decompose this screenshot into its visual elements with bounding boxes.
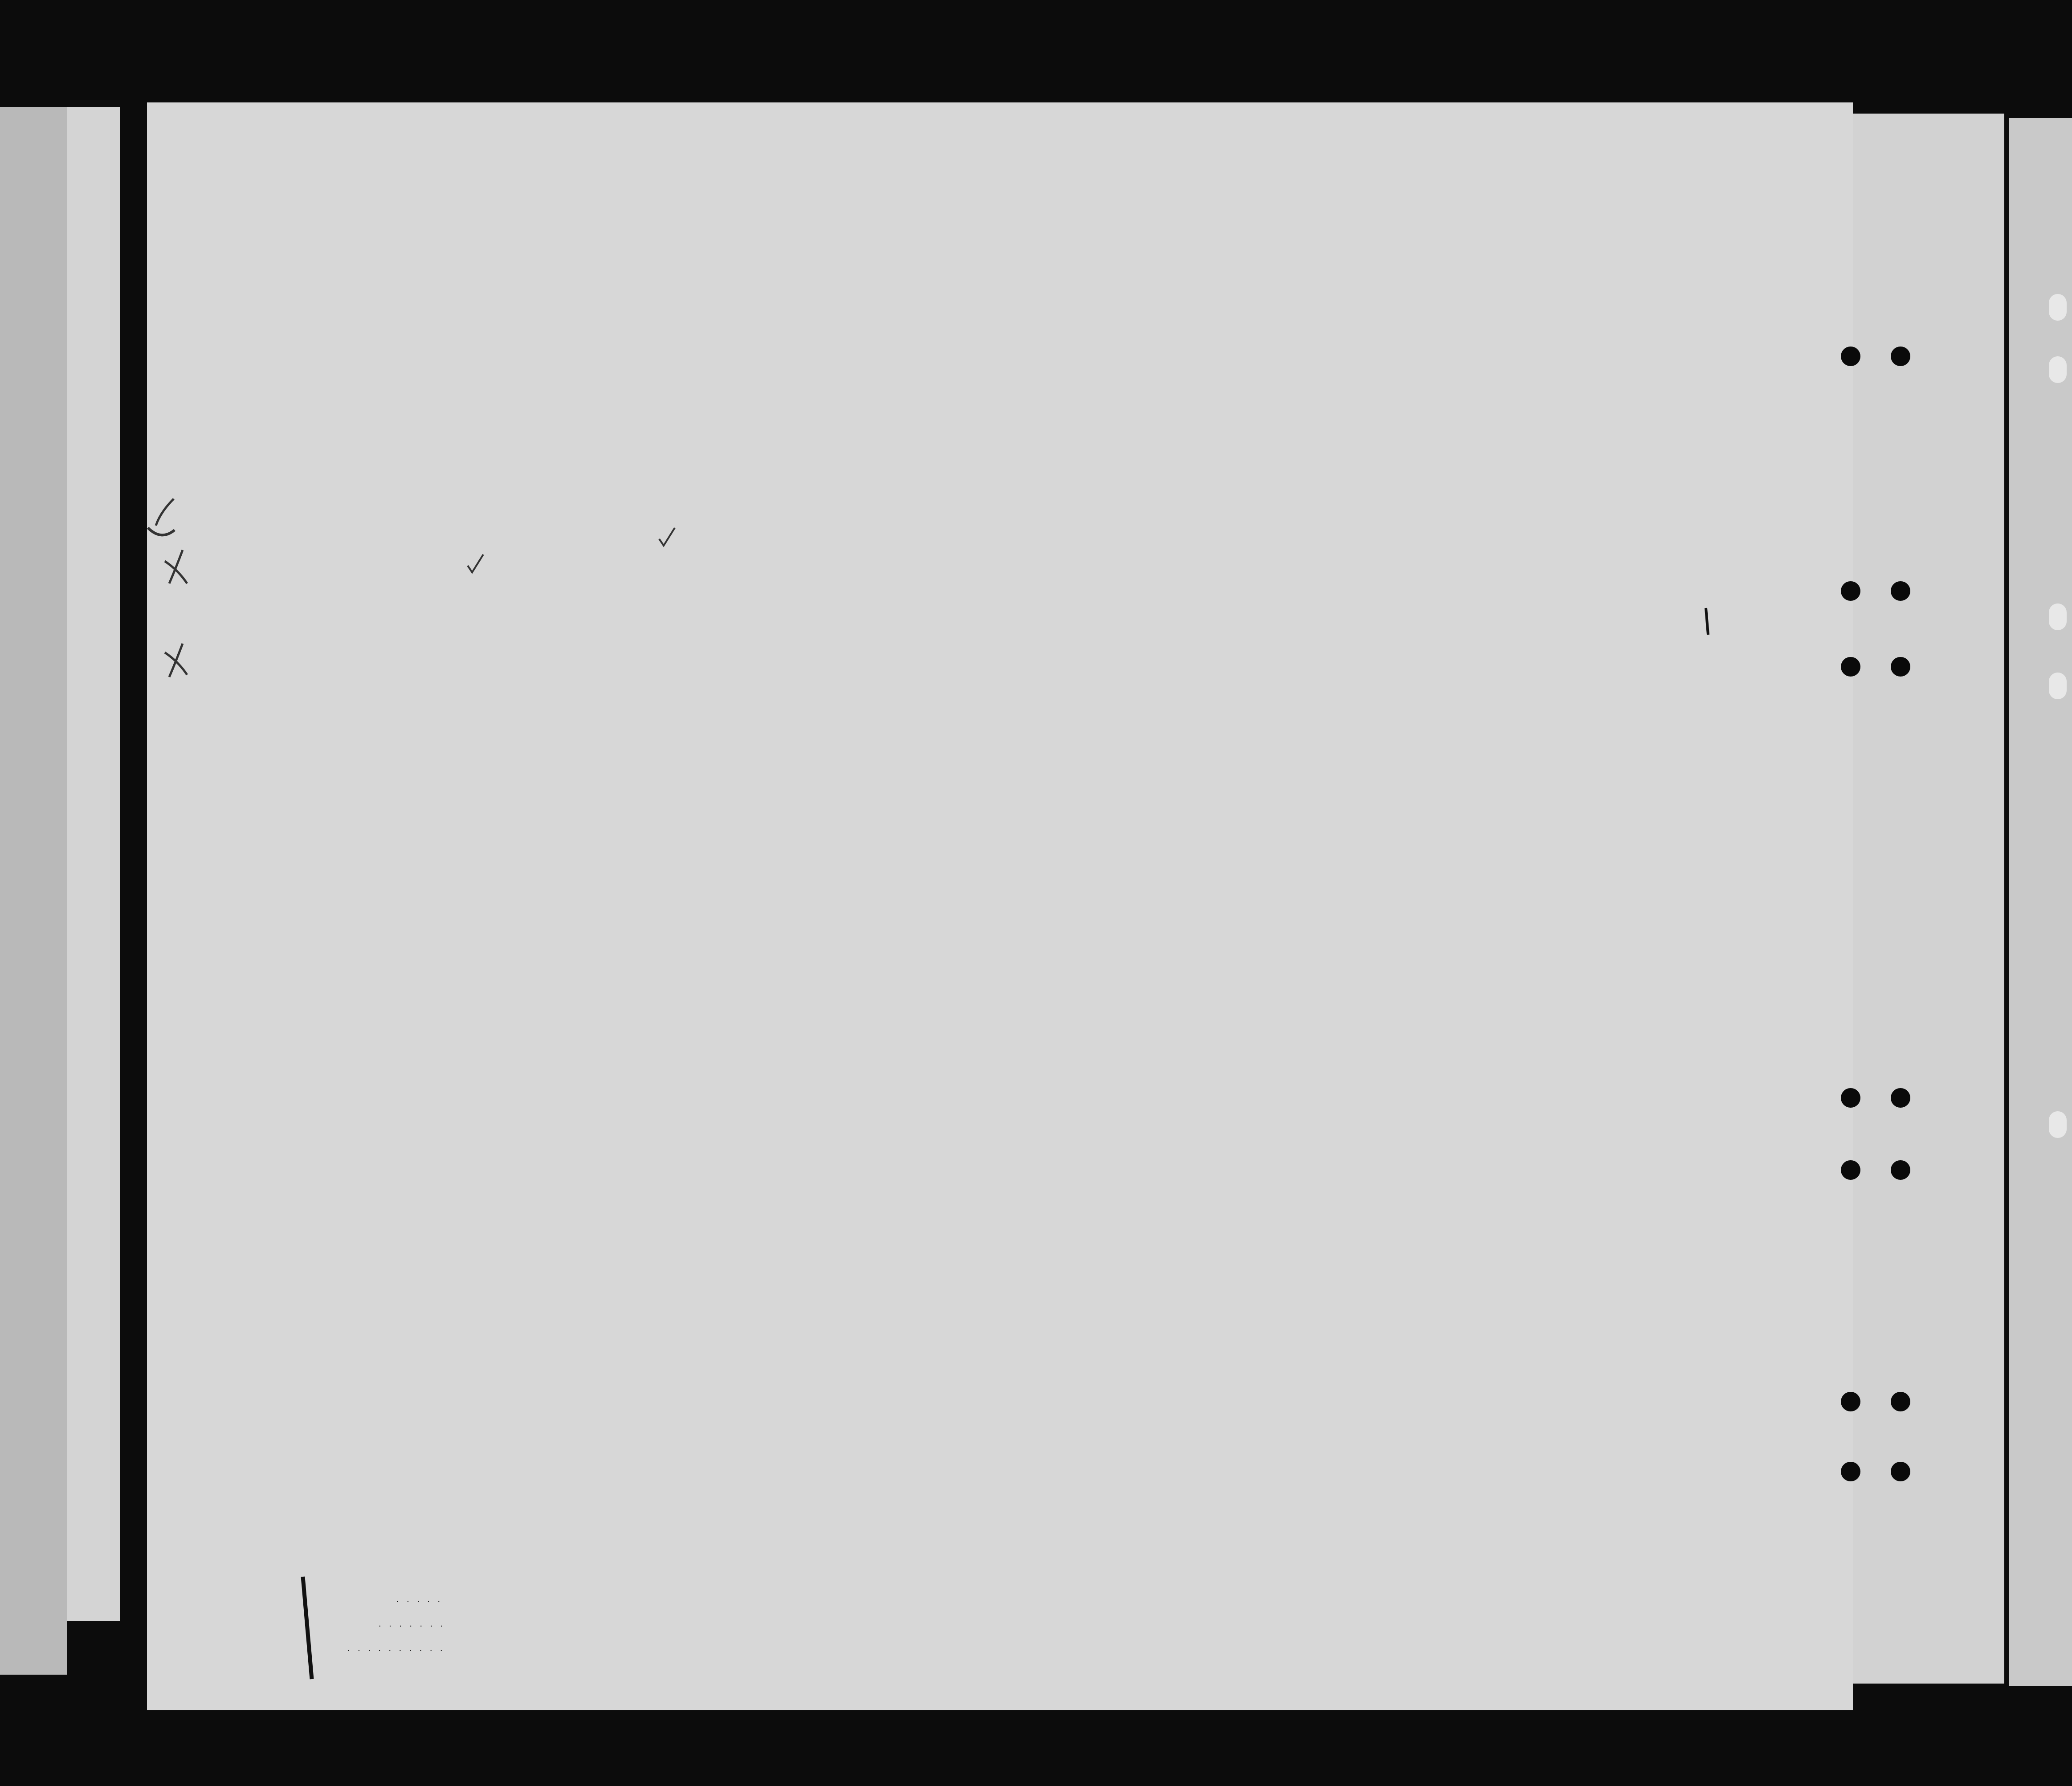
adjacent-page-left-inner xyxy=(67,107,120,1621)
punch-hole xyxy=(1841,1462,1860,1481)
binding-hole xyxy=(2049,603,2067,630)
cross-mark xyxy=(148,528,175,535)
adjacent-page-left xyxy=(0,107,67,1675)
punch-hole xyxy=(1891,1462,1910,1481)
pen-stroke xyxy=(1706,608,1708,635)
binding-hole xyxy=(2049,356,2067,383)
punch-hole xyxy=(1891,1392,1910,1411)
binding-hole xyxy=(2049,294,2067,321)
adjacent-page-right xyxy=(2009,118,2072,1686)
punch-hole xyxy=(1841,1160,1860,1180)
punch-hole xyxy=(1891,581,1910,601)
punch-hole xyxy=(1891,1160,1910,1180)
handwritten-marks xyxy=(147,102,1853,1710)
cross-mark xyxy=(165,644,187,677)
punch-hole xyxy=(1841,1088,1860,1108)
punch-hole xyxy=(1841,347,1860,366)
binding-hole xyxy=(2049,1111,2067,1138)
check-mark xyxy=(659,528,675,546)
punch-hole xyxy=(1891,1088,1910,1108)
punch-hole xyxy=(1891,657,1910,677)
punch-hole xyxy=(1841,657,1860,677)
tick-mark xyxy=(156,499,174,526)
manifest-sheet: . . . . . . . . . . . . . . . . . . . . . . xyxy=(147,102,1853,1710)
cross-mark xyxy=(165,550,187,583)
punch-hole xyxy=(1891,347,1910,366)
continuation-grid xyxy=(1853,114,2004,1684)
punch-hole xyxy=(1841,1392,1860,1411)
check-mark xyxy=(468,555,483,572)
pen-stroke xyxy=(303,1577,312,1679)
manifest-continuation-sheet xyxy=(1853,114,2004,1684)
binding-hole xyxy=(2049,673,2067,699)
punch-hole xyxy=(1841,581,1860,601)
